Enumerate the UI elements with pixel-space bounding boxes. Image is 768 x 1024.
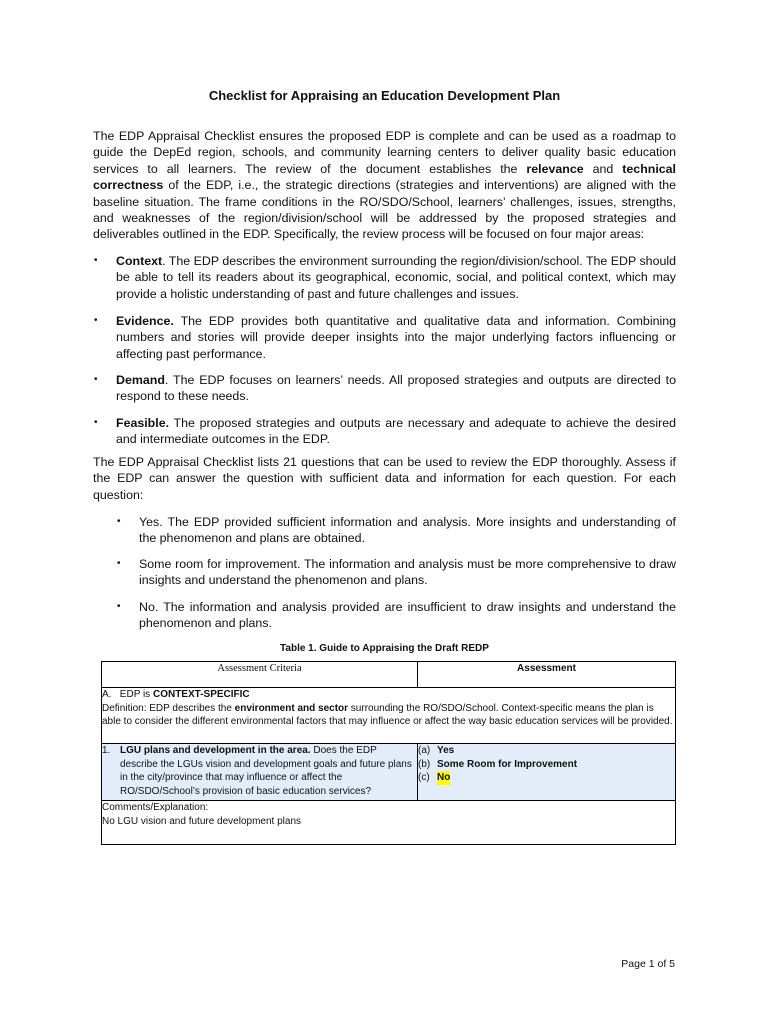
question-number: 1. xyxy=(102,745,111,756)
section-cell xyxy=(102,688,676,744)
definition-text-2: surrounding the RO/SDO/School. Context-specific means the plan is able to consider the different environmental factors that may influence or affect the way basic education services will be provided. xyxy=(102,702,673,727)
option-label: Yes xyxy=(437,745,455,756)
area-term: Evidence. xyxy=(116,314,174,328)
col-assessment: Assessment xyxy=(418,662,676,688)
section-prefix: EDP is xyxy=(119,689,153,700)
bullet-icon: • xyxy=(117,558,121,569)
question-title: LGU plans and development in the area. xyxy=(120,745,311,756)
intro-bold-relevance: relevance xyxy=(526,161,584,176)
area-demand xyxy=(94,372,676,405)
comments-cell xyxy=(102,801,676,845)
definition-text-1: Definition: EDP describes the xyxy=(102,702,235,714)
definition-bold: environment and sector xyxy=(234,702,349,714)
option-letter: (b) xyxy=(418,758,431,770)
document-title: Checklist for Appraising an Education Development Plan xyxy=(208,88,561,103)
appraisal-table xyxy=(101,661,676,845)
rating-yes xyxy=(117,514,676,547)
option-some-room[interactable] xyxy=(418,758,675,772)
rating-no xyxy=(117,599,676,632)
comments-text: No LGU vision and future development plans xyxy=(102,815,302,827)
assessment-cell xyxy=(418,744,676,801)
bullet-icon: • xyxy=(94,374,98,385)
area-term: Demand xyxy=(116,373,165,387)
section-name: CONTEXT-SPECIFIC xyxy=(152,689,250,700)
comments-row xyxy=(102,801,676,845)
area-text: The EDP provides both quantitative and qualitative data and information. Combining numbers and stories will provide deeper insights into the major underlying factors influencing or affecting past performance. xyxy=(116,314,676,361)
option-yes[interactable] xyxy=(418,744,675,758)
table-header-row xyxy=(102,662,676,688)
intro-bold-technical: technical correctness xyxy=(93,161,676,193)
area-term: Feasible. xyxy=(116,416,170,430)
option-no[interactable] xyxy=(418,771,675,785)
bullet-icon: • xyxy=(94,315,98,326)
bullet-icon: • xyxy=(117,601,121,612)
comments-label: Comments/Explanation: xyxy=(102,802,209,813)
area-evidence xyxy=(94,313,676,362)
rating-some-room xyxy=(117,556,676,589)
option-letter: (c) xyxy=(418,772,430,783)
bullet-icon: • xyxy=(117,516,121,527)
area-context xyxy=(94,253,676,302)
bullet-icon: • xyxy=(94,255,98,266)
question-row xyxy=(102,744,676,801)
section-definition xyxy=(102,702,675,729)
rating-text: Some room for improvement. The information and analysis must be more comprehensive to draw insights and understand the phenomenon and plans. xyxy=(139,557,676,588)
table-caption: Table 1. Guide to Appraising the Draft REDP xyxy=(280,643,489,654)
page-number: Page 1 of 5 xyxy=(621,958,675,970)
option-label-selected: No xyxy=(437,772,451,783)
area-text: The proposed strategies and outputs are necessary and adequate to achieve the desired and intermediate outcomes in the EDP. xyxy=(116,416,676,447)
question-cell xyxy=(102,744,418,801)
checklist-intro: The EDP Appraisal Checklist lists 21 questions that can be used to review the EDP thoroughly. Assess if the EDP can answer the question with sufficient data and information for each question. For each question: xyxy=(93,455,676,502)
intro-text-3: of the EDP, i.e., the strategic directions (strategies and interventions) are aligned with the baseline situation. The frame conditions in the RO/SDO/School, learners’ challenges, issues, strengths, and weaknesses of the region/division/school will be addressed by the proposed strategies and deliverables outlined in the EDP. Specifically, the review process will be focused on four major areas: xyxy=(93,178,676,242)
bullet-icon: • xyxy=(94,417,98,428)
col-assessment-criteria: Assessment Criteria xyxy=(102,662,418,688)
area-feasible xyxy=(94,415,676,448)
option-label: Some Room for Improvement xyxy=(437,758,578,770)
area-term: Context xyxy=(116,254,163,268)
section-row xyxy=(102,688,676,744)
section-letter: A. xyxy=(102,689,112,700)
area-text: . The EDP focuses on learners’ needs. All proposed strategies and outputs are directed to respond to these needs. xyxy=(116,373,676,404)
intro-paragraph xyxy=(93,128,676,243)
intro-text-2: and xyxy=(583,161,623,176)
question-body: Does the EDP describe the LGUs vision and development goals and future plans in the city/province that may influence or affect the RO/SDO/School’s provision of basic education services? xyxy=(120,745,412,797)
option-letter: (a) xyxy=(418,745,431,756)
question-text xyxy=(120,744,417,798)
area-text: . The EDP describes the environment surrounding the region/division/school. The EDP should be able to tell its readers about its geographical, economic, social, and political context, which may provide a holistic understanding of past and future challenges and issues. xyxy=(116,254,676,301)
intro-text-1: The EDP Appraisal Checklist ensures the proposed EDP is complete and can be used as a roadmap to guide the DepEd region, schools, and community learning centers to deliver quality basic education services to all learners. The review of the document establishes the xyxy=(93,129,676,176)
rating-text: Yes. The EDP provided sufficient information and analysis. More insights and understanding of the phenomenon and plans are obtained. xyxy=(139,515,676,546)
rating-text: No. The information and analysis provided are insufficient to draw insights and understand the phenomenon and plans. xyxy=(139,600,676,631)
section-heading xyxy=(102,688,675,702)
